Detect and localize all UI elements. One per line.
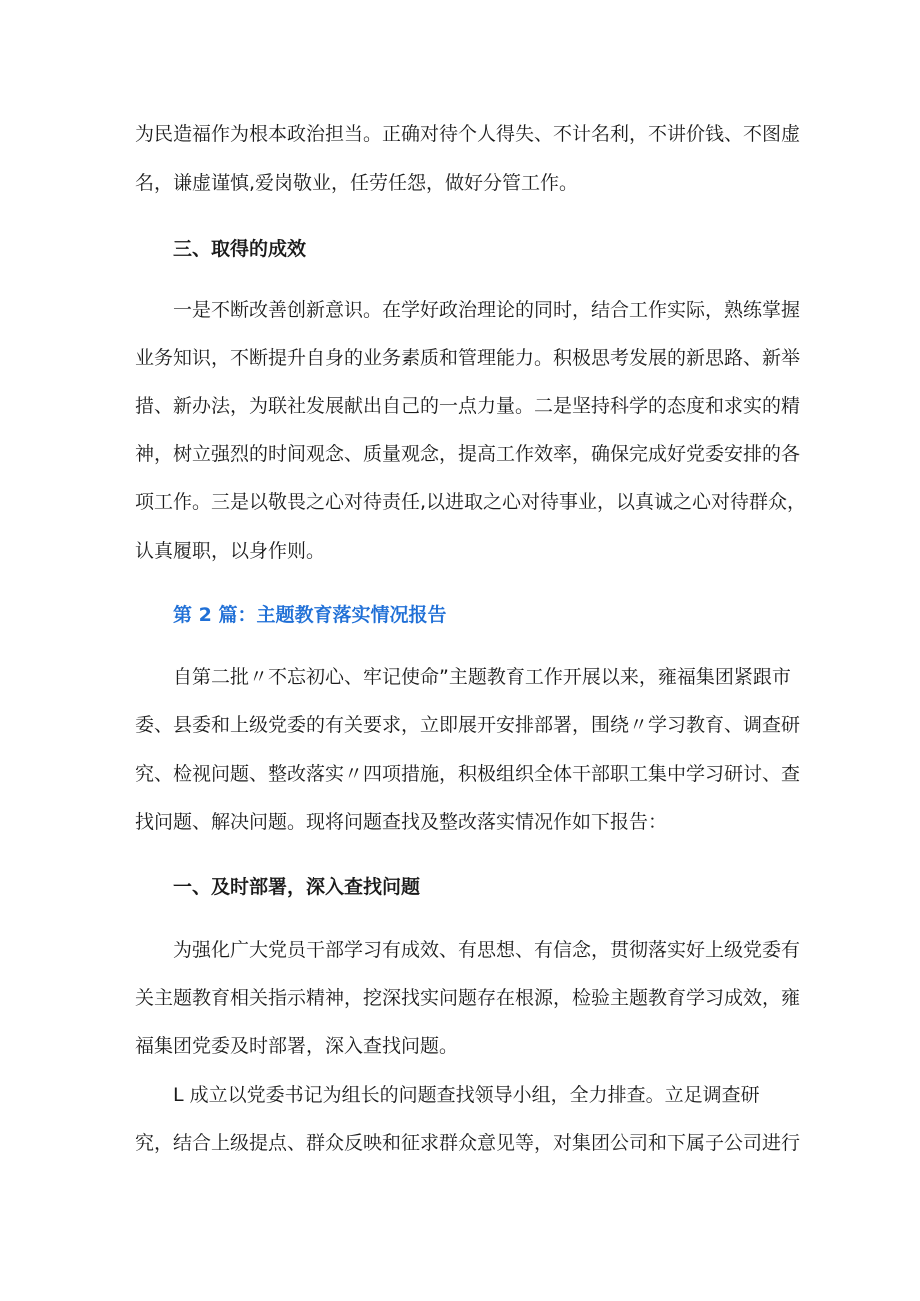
paragraph-line: 自第二批〃不忘初心、牢记使命”主题教育工作开展以来，雍福集团紧跟市 (173, 666, 791, 688)
paragraph-line: 一是不断改善创新意识。在学好政治理论的同时，结合工作实际，熟练掌握 (173, 299, 801, 321)
paragraph-line: 业务知识，不断提升自身的业务素质和管理能力。积极思考发展的新思路、新举 (135, 347, 801, 369)
paragraph-line: 项工作。三是以敬畏之心对待责任,以进取之心对待事业，以真诚之心对待群众， (135, 491, 807, 513)
paragraph-line: 委、县委和上级党委的有关要求，立即展开安排部署，围绕〃学习教育、调查研 (135, 714, 801, 736)
article-title: 第 2 篇：主题教育落实情况报告 (173, 604, 447, 626)
paragraph-line: 福集团党委及时部署，深入查找问题。 (135, 1035, 459, 1057)
paragraph-line: 究，结合上级提点、群众反映和征求群众意见等，对集团公司和下属子公司进行 (135, 1132, 801, 1154)
paragraph-line: 关主题教育相关指示精神，挖深找实问题存在根源，检验主题教育学习成效，雍 (135, 987, 801, 1009)
section-heading-deployment: 一、及时部署，深入查找问题 (173, 876, 421, 898)
paragraph-line: 找问题、解决问题。现将问题查找及整改落实情况作如下报告： (135, 811, 668, 833)
paragraph-line: 措、新办法，为联社发展献出自己的一点力量。二是坚持科学的态度和求实的精 (135, 395, 801, 417)
paragraph-line: 为民造福作为根本政治担当。正确对待个人得失、不计名利，不讲价钱、不图虚 (135, 123, 801, 145)
paragraph-line: L 成立以党委书记为组长的问题查找领导小组，全力排查。立足调查研 (173, 1084, 760, 1106)
paragraph-line: 为强化广大党员干部学习有成效、有思想、有信念，贯彻落实好上级党委有 (173, 939, 801, 961)
paragraph-line: 究、检视问题、整改落实〃四项措施，积极组织全体干部职工集中学习研讨、查 (135, 763, 801, 785)
paragraph-line: 神，树立强烈的时间观念、质量观念，提高工作效率，确保完成好党委安排的各 (135, 443, 801, 465)
paragraph-line: 名，谦虚谨慎,爱岗敬业，任劳任怨，做好分管工作。 (135, 172, 579, 194)
section-heading-achievements: 三、取得的成效 (173, 238, 307, 260)
paragraph-line: 认真履职，以身作则。 (135, 540, 326, 562)
